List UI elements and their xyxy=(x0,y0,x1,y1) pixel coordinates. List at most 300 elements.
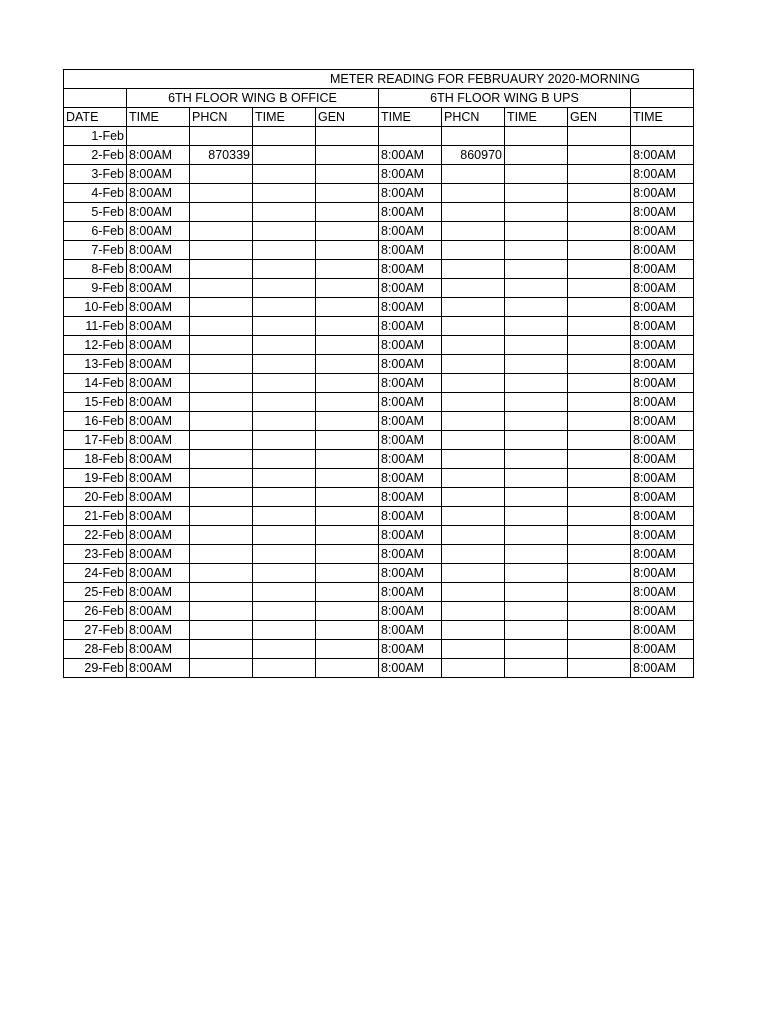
cell-time xyxy=(253,165,316,184)
cell-gen xyxy=(568,393,631,412)
cell-time: 8:00AM xyxy=(379,298,442,317)
cell-gen xyxy=(568,222,631,241)
cell-time xyxy=(253,222,316,241)
title-row xyxy=(64,70,694,89)
cell-gen xyxy=(568,317,631,336)
cell-time: 8:00AM xyxy=(631,450,694,469)
cell-time xyxy=(253,659,316,678)
cell-time: 8:00AM xyxy=(631,260,694,279)
cell-gen xyxy=(568,450,631,469)
header-gen-4: GEN xyxy=(316,108,379,127)
table-row xyxy=(64,640,694,659)
header-time-7: TIME xyxy=(505,108,568,127)
cell-time: 8:00AM xyxy=(379,412,442,431)
cell-time xyxy=(505,222,568,241)
header-time-1: TIME xyxy=(127,108,190,127)
cell-time xyxy=(253,393,316,412)
cell-time xyxy=(505,260,568,279)
cell-date: 9-Feb xyxy=(64,279,127,298)
table-row xyxy=(64,184,694,203)
cell-time xyxy=(505,298,568,317)
cell-gen xyxy=(568,146,631,165)
header-time-3: TIME xyxy=(253,108,316,127)
cell-time: 8:00AM xyxy=(379,241,442,260)
cell-time xyxy=(253,526,316,545)
cell-gen xyxy=(316,374,379,393)
table-row xyxy=(64,545,694,564)
cell-time: 8:00AM xyxy=(127,374,190,393)
meter-reading-table xyxy=(63,69,694,678)
cell-phcn xyxy=(190,450,253,469)
cell-gen xyxy=(568,184,631,203)
cell-gen xyxy=(316,355,379,374)
cell-phcn xyxy=(442,241,505,260)
cell-date: 14-Feb xyxy=(64,374,127,393)
cell-gen xyxy=(316,564,379,583)
table-row xyxy=(64,393,694,412)
cell-phcn xyxy=(190,127,253,146)
cell-time xyxy=(505,545,568,564)
cell-phcn xyxy=(190,336,253,355)
cell-time: 8:00AM xyxy=(631,545,694,564)
cell-time xyxy=(127,127,190,146)
cell-time xyxy=(253,336,316,355)
header-date-0: DATE xyxy=(64,108,127,127)
cell-time xyxy=(505,355,568,374)
cell-time xyxy=(505,507,568,526)
cell-phcn xyxy=(442,412,505,431)
cell-gen xyxy=(316,317,379,336)
cell-time xyxy=(505,488,568,507)
cell-gen xyxy=(568,488,631,507)
cell-date: 12-Feb xyxy=(64,336,127,355)
cell-time: 8:00AM xyxy=(631,659,694,678)
cell-date: 13-Feb xyxy=(64,355,127,374)
cell-phcn xyxy=(442,640,505,659)
cell-phcn xyxy=(442,336,505,355)
table-row xyxy=(64,165,694,184)
cell-date: 27-Feb xyxy=(64,621,127,640)
cell-gen xyxy=(568,469,631,488)
cell-date: 4-Feb xyxy=(64,184,127,203)
cell-gen xyxy=(568,526,631,545)
cell-time xyxy=(505,640,568,659)
cell-time: 8:00AM xyxy=(127,298,190,317)
cell-time: 8:00AM xyxy=(631,488,694,507)
cell-time: 8:00AM xyxy=(379,526,442,545)
cell-time: 8:00AM xyxy=(379,583,442,602)
cell-phcn xyxy=(190,602,253,621)
cell-phcn xyxy=(190,469,253,488)
table-row xyxy=(64,241,694,260)
table-row xyxy=(64,659,694,678)
cell-date: 17-Feb xyxy=(64,431,127,450)
table-row xyxy=(64,450,694,469)
cell-phcn: 870339 xyxy=(190,146,253,165)
cell-time xyxy=(379,127,442,146)
cell-gen xyxy=(316,298,379,317)
cell-date: 19-Feb xyxy=(64,469,127,488)
cell-phcn xyxy=(190,317,253,336)
cell-time xyxy=(253,450,316,469)
cell-time: 8:00AM xyxy=(127,355,190,374)
cell-time: 8:00AM xyxy=(379,184,442,203)
cell-time xyxy=(505,431,568,450)
cell-phcn xyxy=(190,165,253,184)
table-row xyxy=(64,431,694,450)
cell-phcn xyxy=(190,241,253,260)
cell-time xyxy=(253,469,316,488)
cell-time: 8:00AM xyxy=(127,450,190,469)
table-row xyxy=(64,203,694,222)
cell-time xyxy=(253,260,316,279)
cell-time xyxy=(253,355,316,374)
cell-gen xyxy=(568,241,631,260)
cell-phcn xyxy=(442,659,505,678)
cell-time: 8:00AM xyxy=(379,659,442,678)
cell-time: 8:00AM xyxy=(631,621,694,640)
table-row xyxy=(64,564,694,583)
column-header-row xyxy=(64,108,694,127)
table-row xyxy=(64,317,694,336)
cell-gen xyxy=(316,336,379,355)
cell-gen xyxy=(568,336,631,355)
cell-time xyxy=(253,317,316,336)
cell-phcn xyxy=(442,469,505,488)
cell-phcn xyxy=(190,393,253,412)
cell-time: 8:00AM xyxy=(127,621,190,640)
cell-time xyxy=(253,374,316,393)
cell-time xyxy=(505,564,568,583)
cell-time: 8:00AM xyxy=(631,469,694,488)
cell-gen xyxy=(568,260,631,279)
group-ups-header: 6TH FLOOR WING B UPS xyxy=(379,89,631,108)
cell-time: 8:00AM xyxy=(127,146,190,165)
cell-phcn xyxy=(442,317,505,336)
cell-phcn xyxy=(190,431,253,450)
cell-gen xyxy=(316,412,379,431)
cell-time: 8:00AM xyxy=(127,583,190,602)
cell-date: 7-Feb xyxy=(64,241,127,260)
cell-time: 8:00AM xyxy=(631,602,694,621)
cell-time: 8:00AM xyxy=(127,393,190,412)
cell-phcn xyxy=(190,412,253,431)
cell-time: 8:00AM xyxy=(631,279,694,298)
cell-time: 8:00AM xyxy=(379,355,442,374)
cell-phcn: 860970 xyxy=(442,146,505,165)
cell-phcn xyxy=(190,488,253,507)
cell-time xyxy=(253,127,316,146)
cell-time xyxy=(253,621,316,640)
cell-time: 8:00AM xyxy=(127,412,190,431)
cell-phcn xyxy=(190,621,253,640)
cell-time: 8:00AM xyxy=(127,279,190,298)
cell-time: 8:00AM xyxy=(379,374,442,393)
cell-gen xyxy=(568,545,631,564)
cell-time: 8:00AM xyxy=(631,507,694,526)
header-time-5: TIME xyxy=(379,108,442,127)
group-header-blank xyxy=(631,89,694,108)
cell-gen xyxy=(568,298,631,317)
cell-gen xyxy=(568,640,631,659)
cell-time: 8:00AM xyxy=(379,317,442,336)
cell-time xyxy=(505,602,568,621)
table-row xyxy=(64,260,694,279)
cell-gen xyxy=(568,659,631,678)
cell-time xyxy=(253,545,316,564)
cell-gen xyxy=(568,203,631,222)
cell-phcn xyxy=(190,203,253,222)
cell-date: 22-Feb xyxy=(64,526,127,545)
table-row xyxy=(64,146,694,165)
cell-gen xyxy=(568,279,631,298)
cell-time xyxy=(505,412,568,431)
sheet-title: METER READING FOR FEBRUAURY 2020-MORNING xyxy=(64,70,694,89)
cell-gen xyxy=(316,488,379,507)
table-row xyxy=(64,488,694,507)
cell-gen xyxy=(316,640,379,659)
table-row xyxy=(64,298,694,317)
cell-time: 8:00AM xyxy=(631,374,694,393)
cell-date: 11-Feb xyxy=(64,317,127,336)
cell-time: 8:00AM xyxy=(631,640,694,659)
cell-phcn xyxy=(190,374,253,393)
cell-time: 8:00AM xyxy=(127,469,190,488)
cell-time xyxy=(253,583,316,602)
cell-time: 8:00AM xyxy=(379,222,442,241)
cell-phcn xyxy=(442,222,505,241)
cell-time: 8:00AM xyxy=(127,564,190,583)
cell-time: 8:00AM xyxy=(127,488,190,507)
cell-phcn xyxy=(442,450,505,469)
cell-date: 29-Feb xyxy=(64,659,127,678)
cell-gen xyxy=(316,165,379,184)
cell-time: 8:00AM xyxy=(379,469,442,488)
cell-date: 18-Feb xyxy=(64,450,127,469)
cell-time xyxy=(505,336,568,355)
cell-time: 8:00AM xyxy=(127,165,190,184)
cell-time: 8:00AM xyxy=(379,146,442,165)
cell-time: 8:00AM xyxy=(127,431,190,450)
cell-time: 8:00AM xyxy=(127,507,190,526)
cell-time xyxy=(253,203,316,222)
header-phcn-6: PHCN xyxy=(442,108,505,127)
cell-time: 8:00AM xyxy=(379,336,442,355)
cell-gen xyxy=(316,450,379,469)
cell-time: 8:00AM xyxy=(379,450,442,469)
cell-time: 8:00AM xyxy=(127,602,190,621)
table-row xyxy=(64,507,694,526)
cell-phcn xyxy=(442,526,505,545)
cell-gen xyxy=(568,602,631,621)
cell-phcn xyxy=(442,374,505,393)
cell-time xyxy=(253,488,316,507)
cell-phcn xyxy=(190,279,253,298)
cell-time: 8:00AM xyxy=(379,260,442,279)
cell-time: 8:00AM xyxy=(127,184,190,203)
cell-time xyxy=(505,469,568,488)
cell-time: 8:00AM xyxy=(379,564,442,583)
cell-time xyxy=(505,659,568,678)
cell-phcn xyxy=(190,355,253,374)
cell-time: 8:00AM xyxy=(631,393,694,412)
table-row xyxy=(64,412,694,431)
cell-phcn xyxy=(190,583,253,602)
cell-time: 8:00AM xyxy=(631,241,694,260)
cell-date: 28-Feb xyxy=(64,640,127,659)
group-header-blank xyxy=(64,89,127,108)
cell-phcn xyxy=(190,298,253,317)
cell-gen xyxy=(316,583,379,602)
cell-phcn xyxy=(190,526,253,545)
cell-time: 8:00AM xyxy=(379,165,442,184)
cell-time xyxy=(505,450,568,469)
cell-gen xyxy=(568,355,631,374)
cell-date: 23-Feb xyxy=(64,545,127,564)
cell-phcn xyxy=(442,203,505,222)
cell-time: 8:00AM xyxy=(127,222,190,241)
cell-gen xyxy=(568,583,631,602)
cell-time: 8:00AM xyxy=(379,602,442,621)
cell-time xyxy=(505,146,568,165)
table-row xyxy=(64,355,694,374)
cell-time xyxy=(253,184,316,203)
cell-time: 8:00AM xyxy=(379,621,442,640)
cell-gen xyxy=(568,564,631,583)
cell-time xyxy=(253,241,316,260)
cell-gen xyxy=(316,659,379,678)
cell-time xyxy=(505,583,568,602)
cell-time: 8:00AM xyxy=(379,488,442,507)
cell-gen xyxy=(568,431,631,450)
cell-time xyxy=(505,127,568,146)
cell-time: 8:00AM xyxy=(127,260,190,279)
cell-date: 5-Feb xyxy=(64,203,127,222)
cell-phcn xyxy=(442,545,505,564)
cell-gen xyxy=(316,241,379,260)
cell-time: 8:00AM xyxy=(631,412,694,431)
cell-time xyxy=(253,640,316,659)
cell-time xyxy=(253,146,316,165)
cell-phcn xyxy=(442,488,505,507)
cell-time xyxy=(505,526,568,545)
cell-phcn xyxy=(190,222,253,241)
cell-time: 8:00AM xyxy=(631,431,694,450)
table-row xyxy=(64,621,694,640)
cell-time xyxy=(505,241,568,260)
cell-time: 8:00AM xyxy=(379,203,442,222)
cell-time: 8:00AM xyxy=(631,526,694,545)
cell-time xyxy=(505,393,568,412)
cell-time xyxy=(253,412,316,431)
cell-time xyxy=(253,507,316,526)
cell-phcn xyxy=(442,127,505,146)
cell-time: 8:00AM xyxy=(631,146,694,165)
cell-gen xyxy=(316,184,379,203)
cell-phcn xyxy=(190,184,253,203)
cell-time: 8:00AM xyxy=(127,317,190,336)
cell-time: 8:00AM xyxy=(127,659,190,678)
table-row xyxy=(64,336,694,355)
cell-gen xyxy=(316,260,379,279)
cell-time: 8:00AM xyxy=(631,298,694,317)
cell-phcn xyxy=(190,564,253,583)
cell-gen xyxy=(568,374,631,393)
cell-phcn xyxy=(442,431,505,450)
cell-gen xyxy=(316,146,379,165)
cell-time xyxy=(505,317,568,336)
cell-date: 8-Feb xyxy=(64,260,127,279)
table-row xyxy=(64,127,694,146)
table-row xyxy=(64,279,694,298)
cell-time xyxy=(505,374,568,393)
table-row xyxy=(64,374,694,393)
cell-gen xyxy=(568,621,631,640)
cell-phcn xyxy=(442,165,505,184)
header-time-9: TIME xyxy=(631,108,694,127)
cell-phcn xyxy=(442,279,505,298)
header-gen-8: GEN xyxy=(568,108,631,127)
cell-gen xyxy=(568,165,631,184)
cell-time xyxy=(505,621,568,640)
cell-time: 8:00AM xyxy=(631,583,694,602)
cell-time xyxy=(631,127,694,146)
cell-phcn xyxy=(442,564,505,583)
cell-gen xyxy=(316,507,379,526)
cell-phcn xyxy=(442,602,505,621)
cell-gen xyxy=(316,526,379,545)
cell-time: 8:00AM xyxy=(379,431,442,450)
cell-time: 8:00AM xyxy=(127,241,190,260)
cell-phcn xyxy=(442,621,505,640)
cell-time: 8:00AM xyxy=(379,507,442,526)
cell-time: 8:00AM xyxy=(631,317,694,336)
cell-time xyxy=(505,165,568,184)
cell-phcn xyxy=(190,507,253,526)
cell-time: 8:00AM xyxy=(631,564,694,583)
cell-time: 8:00AM xyxy=(127,545,190,564)
cell-time: 8:00AM xyxy=(379,640,442,659)
cell-time: 8:00AM xyxy=(631,165,694,184)
cell-date: 10-Feb xyxy=(64,298,127,317)
cell-gen xyxy=(316,602,379,621)
cell-phcn xyxy=(190,260,253,279)
cell-time xyxy=(253,564,316,583)
cell-date: 3-Feb xyxy=(64,165,127,184)
cell-phcn xyxy=(190,545,253,564)
cell-date: 24-Feb xyxy=(64,564,127,583)
cell-time: 8:00AM xyxy=(127,203,190,222)
cell-date: 26-Feb xyxy=(64,602,127,621)
cell-phcn xyxy=(442,583,505,602)
cell-time xyxy=(253,431,316,450)
cell-date: 21-Feb xyxy=(64,507,127,526)
cell-phcn xyxy=(190,640,253,659)
cell-time: 8:00AM xyxy=(379,279,442,298)
cell-gen xyxy=(316,222,379,241)
table-row xyxy=(64,222,694,241)
cell-date: 1-Feb xyxy=(64,127,127,146)
cell-gen xyxy=(316,203,379,222)
cell-time xyxy=(253,279,316,298)
cell-time: 8:00AM xyxy=(127,526,190,545)
cell-time: 8:00AM xyxy=(631,184,694,203)
cell-time xyxy=(505,184,568,203)
cell-date: 16-Feb xyxy=(64,412,127,431)
cell-gen xyxy=(568,412,631,431)
table-row xyxy=(64,583,694,602)
cell-phcn xyxy=(442,393,505,412)
